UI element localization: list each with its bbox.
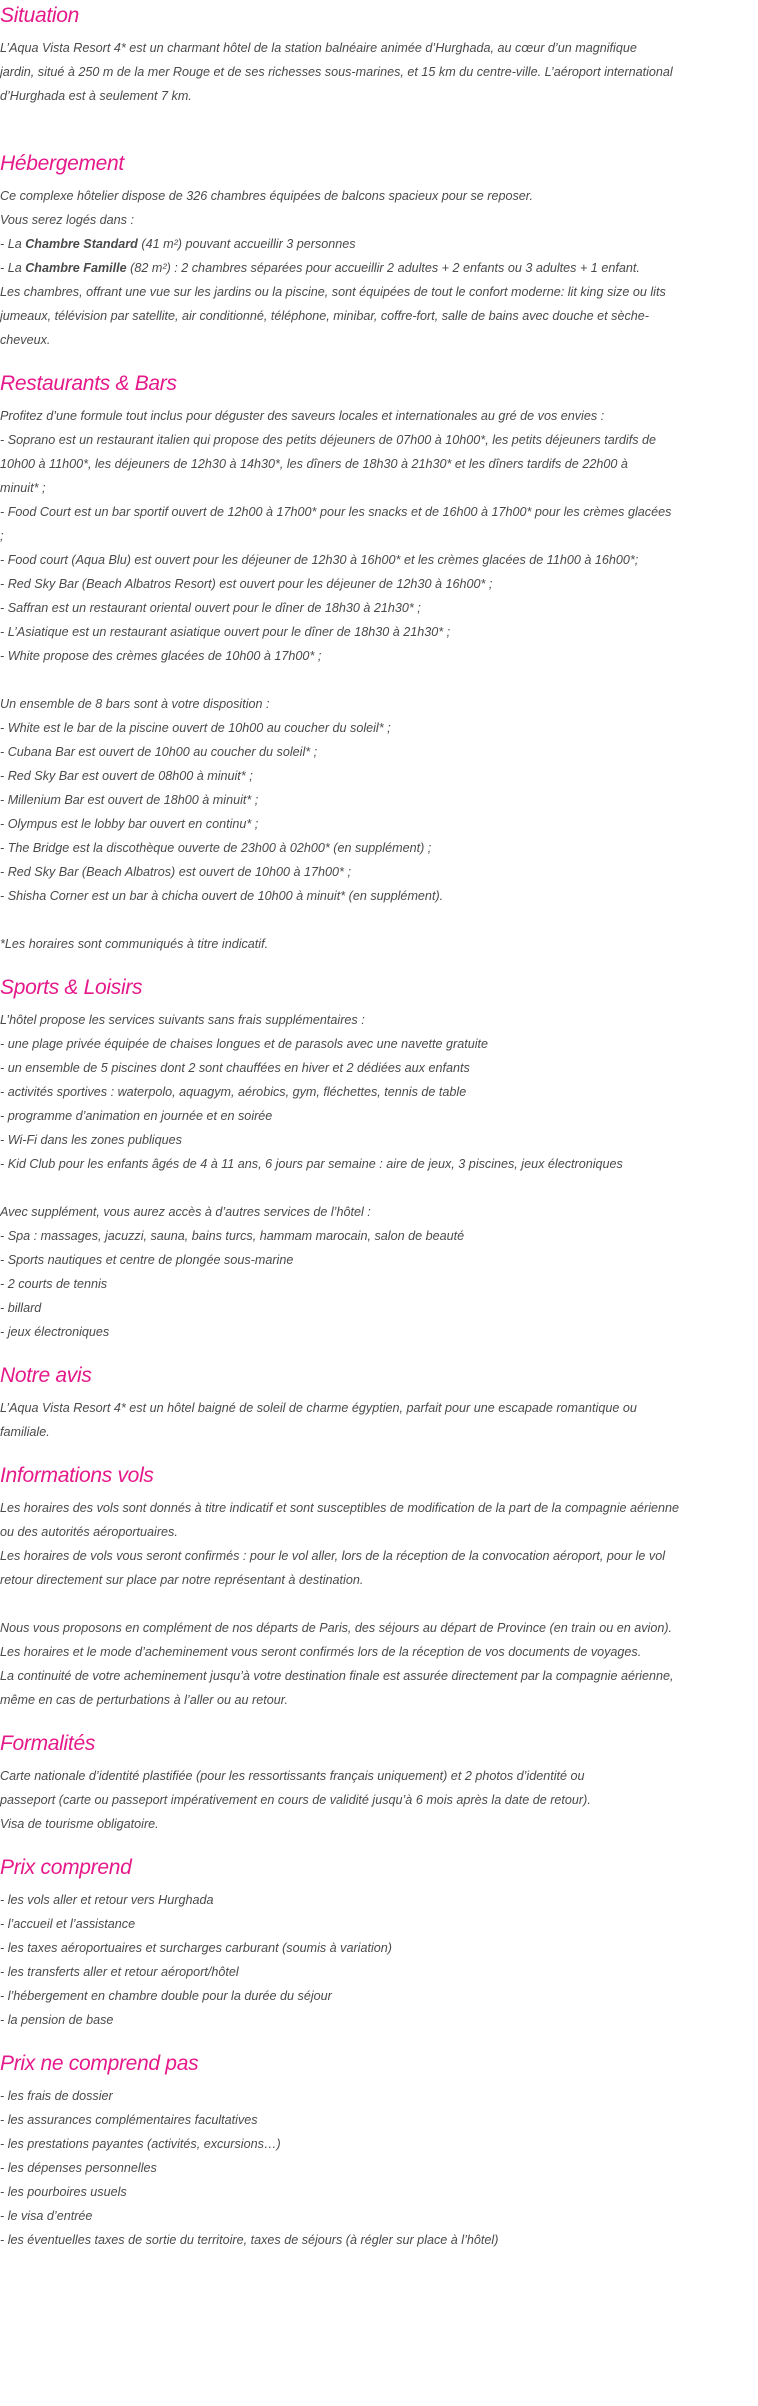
section-situation xyxy=(0,0,756,108)
section-title: Informations vols xyxy=(0,1464,154,1487)
room-details: (82 m²) : 2 chambres séparées pour accueillir 2 adultes + 2 enfants ou 3 adultes + 1 enfant. xyxy=(126,261,640,275)
section-title: Sports & Loisirs xyxy=(0,976,143,999)
section-vols xyxy=(0,1460,756,1712)
section-title: Formalités xyxy=(0,1732,96,1755)
section-outro: Les chambres, offrant une vue sur les jardins ou la piscine, sont équipées de tout le confort moderne: lit king size ou lits jumeaux, télévision par satellite, air conditionné, téléphone, minibar, coffre-fort, salle de bains avec douche et sèche- cheveux. xyxy=(0,285,666,347)
section-avis xyxy=(0,1360,756,1444)
section-title: Prix comprend xyxy=(0,1856,132,1879)
not-included-list: - les frais de dossier - les assurances complémentaires facultatives - les prestations payantes (activités, excursions…) - les dépenses personnelles - les pourboires usuels - le visa d’entrée - les éventuelles taxes de sortie du territoire, taxes de séjours (à régler sur place à l’hôtel) xyxy=(0,2089,499,2247)
room-prefix: - La xyxy=(0,237,26,251)
room-name: Chambre Famille xyxy=(25,261,127,275)
section-text: L’Aqua Vista Resort 4* est un hôtel baigné de soleil de charme égyptien, parfait pour une escapade romantique ou familiale. xyxy=(0,1401,637,1439)
section-hebergement xyxy=(0,148,756,352)
flight-times-text: Les horaires des vols sont donnés à titre indicatif et sont susceptibles de modification de la part de la compagnie aérienne ou des autorités aéroportuaires. Les horaires de vols vous seront confirmés : pour le vol aller, lors de la réception de la convocation aéroport, pour le vol retour directement sur place par notre représentant à destination. xyxy=(0,1501,680,1587)
included-list: - les vols aller et retour vers Hurghada - l’accueil et l’assistance - les taxes aéroportuaires et surcharges carburant (soumis à variation) - les transferts aller et retour aéroport/hôtel - l’hébergement en chambre double pour la durée du séjour - la pension de base xyxy=(0,1893,392,2027)
section-text: L’Aqua Vista Resort 4* est un charmant hôtel de la station balnéaire animée d’Hurghada, au cœur d’un magnifique jardin, situé à 250 m de la mer Rouge et de ses richesses sous-marines, et 15 km du centre-ville. L’aéroport international d’Hurghada est à seulement 7 km. xyxy=(0,41,673,103)
paid-services-text: Avec supplément, vous aurez accès à d’autres services de l’hôtel : - Spa : massages, jacuzzi, sauna, bains turcs, hammam marocain, salon de beauté - Sports nautiques et centre de plongée sous-marine - 2 courts de tennis - billard - jeux électroniques xyxy=(0,1205,465,1339)
room-details: (41 m²) pouvant accueillir 3 personnes xyxy=(137,237,356,251)
section-intro: Ce complexe hôtelier dispose de 326 chambres équipées de balcons spacieux pour se reposer. Vous serez logés dans : xyxy=(0,189,533,227)
hours-note: *Les horaires sont communiqués à titre indicatif. xyxy=(0,937,269,951)
section-title: Hébergement xyxy=(0,152,124,175)
section-title: Situation xyxy=(0,4,80,27)
section-prix-non xyxy=(0,2048,756,2252)
section-title: Restaurants & Bars xyxy=(0,372,177,395)
section-title: Notre avis xyxy=(0,1364,92,1387)
province-departures-text: Nous vous proposons en complément de nos départs de Paris, des séjours au départ de Province (en train ou en avion). Les horaires et le mode d’acheminement vous seront confirmés lors de la réception de vos documents de voyages. La continuité de votre acheminement jusqu’à votre destination finale est assurée directement par la compagnie aérienne, même en cas de perturbations à l’aller ou au retour. xyxy=(0,1621,674,1707)
room-name: Chambre Standard xyxy=(25,237,138,251)
room-prefix: - La xyxy=(0,261,26,275)
section-sports xyxy=(0,972,756,1344)
room-line-standard xyxy=(0,232,756,256)
section-restaurants xyxy=(0,368,756,956)
free-services-text: L’hôtel propose les services suivants sans frais supplémentaires : - une plage privée équipée de chaises longues et de parasols avec une navette gratuite - un ensemble de 5 piscines dont 2 sont chauffées en hiver et 2 dédiées aux enfants - activités sportives : waterpolo, aquagym, aérobics, gym, fléchettes, tennis de table - programme d’animation en journée et en soirée - Wi-Fi dans les zones publiques - Kid Club pour les enfants âgés de 4 à 11 ans, 6 jours par semaine : aire de jeux, 3 piscines, jeux électroniques xyxy=(0,1013,623,1171)
restaurants-text: Profitez d’une formule tout inclus pour déguster des saveurs locales et internationales au gré de vos envies : - Soprano est un restaurant italien qui propose des petits déjeuners de 07h00 à 10h00*, les petits déjeuners tardifs de 10h00 à 11h00*, les déjeuners de 12h30 à 14h30*, les dîners de 18h30 à 21h30* et les dîners tardifs de 22h00 à minuit* ; - Food Court est un bar sportif ouvert de 12h00 à 17h00* pour les snacks et de 16h00 à 17h00* pour les crèmes glacées ; - Food court (Aqua Blu) est ouvert pour les déjeuner de 12h30 à 16h00* et les crèmes glacées de 11h00 à 16h00*; - Red Sky Bar (Beach Albatros Resort) est ouvert pour les déjeuner de 12h30 à 16h00* ; - Saffran est un restaurant oriental ouvert pour le dîner de 18h30 à 21h30* ; - L’Asiatique est un restaurant asiatique ouvert pour le dîner de 18h30 à 21h30* ; - White propose des crèmes glacées de 10h00 à 17h00* ; xyxy=(0,409,672,663)
bars-text: Un ensemble de 8 bars sont à votre disposition : - White est le bar de la piscine ouvert de 10h00 au coucher du soleil* ; - Cubana Bar est ouvert de 10h00 au coucher du soleil* ; - Red Sky Bar est ouvert de 08h00 à minuit* ; - Millenium Bar est ouvert de 18h00 à minuit* ; - Olympus est le lobby bar ouvert en continu* ; - The Bridge est la discothèque ouverte de 23h00 à 02h00* (en supplément) ; - Red Sky Bar (Beach Albatros) est ouvert de 10h00 à 17h00* ; - Shisha Corner est un bar à chicha ouvert de 10h00 à minuit* (en supplément). xyxy=(0,697,444,903)
section-title: Prix ne comprend pas xyxy=(0,2052,199,2075)
section-prix xyxy=(0,1852,756,2032)
section-formalites xyxy=(0,1728,756,1836)
room-line-famille xyxy=(0,256,756,280)
section-text: Carte nationale d’identité plastifiée (pour les ressortissants français uniquement) et 2 photos d’identité ou passeport (carte ou passeport impérativement en cours de validité jusqu’à 6 mois après la date de retour). Visa de tourisme obligatoire. xyxy=(0,1769,591,1831)
